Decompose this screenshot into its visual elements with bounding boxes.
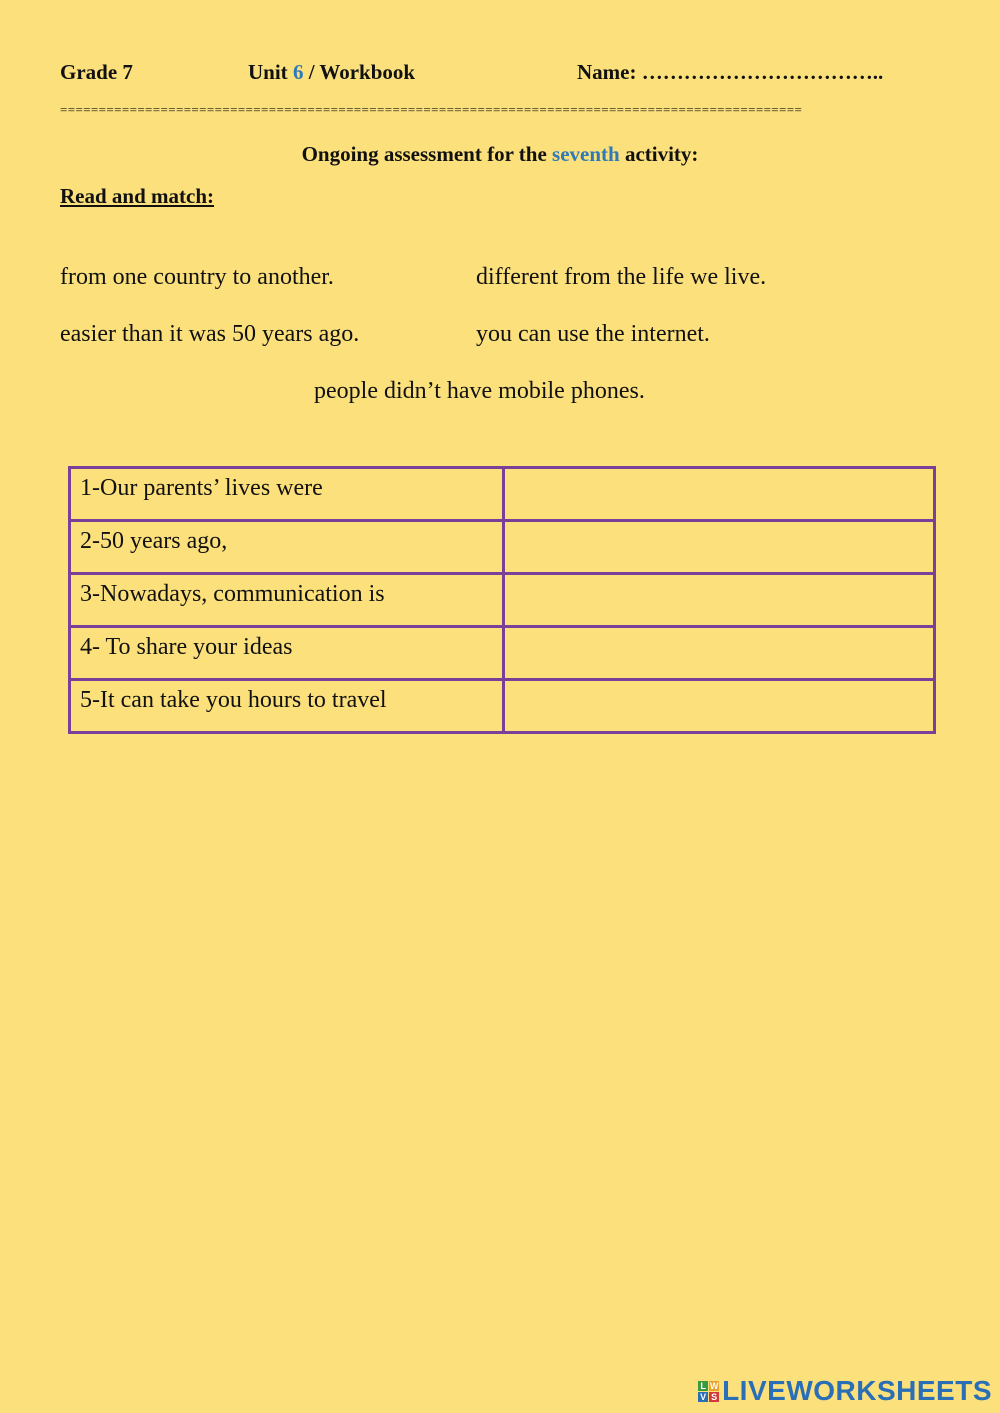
option-item: different from the life we live. — [476, 264, 767, 290]
instruction: Read and match: — [60, 184, 215, 208]
answer-cell[interactable] — [504, 574, 935, 627]
liveworksheets-icon — [698, 1381, 719, 1402]
prompt-cell: 4- To share your ideas — [70, 627, 504, 680]
option-item: easier than it was 50 years ago. — [60, 321, 360, 347]
logo-letter: L — [698, 1381, 708, 1391]
name-field-label: Name: …………………………….. — [577, 60, 884, 84]
table-row — [70, 574, 935, 627]
option-item: from one country to another. — [60, 264, 334, 290]
answer-cell[interactable] — [504, 468, 935, 521]
activity-title-suffix: activity: — [619, 142, 699, 166]
prompt-cell: 1-Our parents’ lives were — [70, 468, 504, 521]
prompt-cell: 5-It can take you hours to travel — [70, 680, 504, 733]
prompt-cell: 2-50 years ago, — [70, 521, 504, 574]
separator-line: ================================================================================================ — [60, 102, 803, 117]
answer-input[interactable] — [514, 628, 937, 678]
logo-letter: W — [709, 1380, 719, 1391]
unit-number: 6 — [292, 60, 304, 84]
logo-letter: V — [700, 1391, 707, 1402]
answer-cell[interactable] — [504, 521, 935, 574]
answer-input[interactable] — [514, 681, 937, 731]
table-row — [70, 521, 935, 574]
matching-table — [68, 466, 936, 734]
answer-input[interactable] — [514, 522, 937, 572]
prompt-cell: 3-Nowadays, communication is — [70, 574, 504, 627]
unit-prefix: Unit — [248, 60, 293, 84]
option-item: people didn’t have mobile phones. — [314, 378, 645, 404]
liveworksheets-logo[interactable] — [698, 1375, 992, 1407]
activity-title-prefix: Ongoing assessment for the — [301, 142, 553, 166]
logo-text: LIVEWORKSHEETS — [722, 1375, 992, 1406]
answer-input[interactable] — [514, 575, 937, 625]
option-item: you can use the internet. — [476, 321, 710, 347]
answer-cell[interactable] — [504, 680, 935, 733]
logo-letter: S — [711, 1391, 718, 1402]
activity-title — [0, 142, 1000, 167]
grade-label: Grade 7 — [60, 60, 133, 84]
activity-title-highlight: seventh — [552, 142, 620, 166]
answer-input[interactable] — [514, 469, 937, 519]
table-row — [70, 680, 935, 733]
table-row — [70, 627, 935, 680]
unit-label — [248, 60, 415, 85]
answer-cell[interactable] — [504, 627, 935, 680]
table-row — [70, 468, 935, 521]
unit-suffix: / Workbook — [303, 60, 416, 84]
